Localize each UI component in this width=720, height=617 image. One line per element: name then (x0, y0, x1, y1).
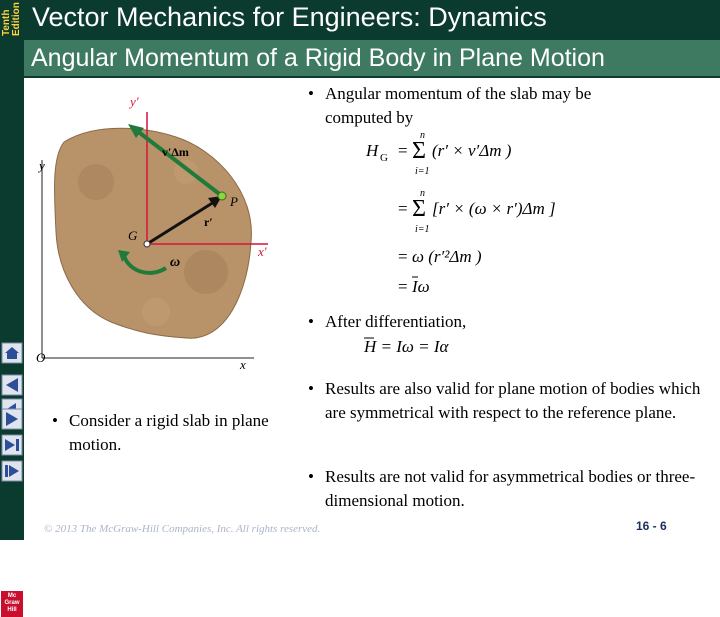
next-page-icon[interactable] (1, 408, 23, 430)
x-axis-label: x (240, 357, 246, 372)
edition-line-2: Edition (11, 2, 22, 36)
eq-sign-1: = (398, 141, 408, 160)
navigation-bar (0, 78, 24, 613)
x-prime-label: x′ (258, 244, 267, 259)
edition-label (0, 0, 22, 40)
bullet-dot: • (308, 84, 314, 103)
angular-momentum-equations (360, 128, 580, 300)
eq-lhs: H (366, 141, 379, 160)
origin-label: O (36, 350, 46, 365)
bullet-dot: • (52, 411, 58, 430)
sum-symbol-1: Σ (412, 138, 426, 164)
omega-label: ω (170, 255, 181, 270)
exit-icon[interactable] (1, 460, 23, 482)
eq-term-4: Iω (412, 277, 430, 296)
velocity-label: v′Δm (162, 145, 189, 159)
page-number: 16 - 6 (636, 519, 667, 533)
center-g-label: G (128, 228, 138, 243)
course-title: Vector Mechanics for Engineers: Dynamics (32, 2, 547, 32)
bullet-text: After differentiation, (325, 312, 467, 331)
sum-top-1: n (420, 130, 425, 141)
bullet-text: Consider a rigid slab in plane motion. (69, 411, 269, 454)
point-p-marker (218, 192, 226, 200)
eq-term-1: (r′ × v′Δm ) (432, 141, 512, 160)
rigid-slab-figure (26, 82, 280, 372)
slide-subtitle: Angular Momentum of a Rigid Body in Plane Motion (24, 40, 720, 76)
point-p-label: P (230, 194, 238, 209)
last-page-icon[interactable] (1, 434, 23, 456)
bullet-dot: • (308, 467, 314, 486)
eq-sign-4: = (398, 277, 408, 296)
sum-top-2: n (420, 188, 425, 199)
bullet-text: Results are also valid for plane motion of bodies which are symmetrical with respect to the reference plane. (325, 379, 701, 422)
eq-sign-2: = (398, 199, 408, 218)
eq-term-2: [r′ × (ω × r′)Δm ] (432, 199, 556, 218)
bullet-symmetric-bodies (308, 377, 718, 425)
bullet-angular-momentum (308, 82, 648, 130)
y-axis-label: y (39, 158, 45, 173)
derivative-equation (360, 328, 500, 362)
eq-term-3: ω (r′²Δm ) (412, 247, 482, 266)
eq-lhs-subscript: G (380, 152, 388, 164)
bullet-dot: • (308, 312, 314, 331)
mcgraw-hill-logo (1, 591, 23, 617)
first-page-icon[interactable] (1, 374, 23, 396)
bullet-text: Angular momentum of the slab may be computed by (325, 84, 592, 127)
center-g-marker (144, 241, 150, 247)
eq-sign-3: = (398, 247, 408, 266)
bullet-text: Results are not valid for asymmetrical bodies or three-dimensional motion. (325, 467, 696, 510)
slide-header (0, 0, 720, 78)
bullet-rigid-slab (52, 409, 282, 457)
edition-line-1: Tenth (1, 9, 12, 36)
copyright-notice: © 2013 The McGraw-Hill Companies, Inc. All rights reserved. (44, 523, 321, 535)
y-prime-label: y′ (130, 94, 139, 109)
sum-bottom-2: i=1 (415, 224, 430, 235)
home-icon[interactable] (1, 342, 23, 364)
bullet-asymmetric-bodies (308, 465, 718, 513)
eq-diff-text: H = Iω = Iα (364, 337, 449, 356)
sum-symbol-2: Σ (412, 196, 426, 222)
bullet-dot: • (308, 379, 314, 398)
sum-bottom-1: i=1 (415, 166, 430, 177)
logo-text: Mc Graw Hill (4, 593, 20, 613)
position-vector-label: r′ (204, 215, 213, 229)
